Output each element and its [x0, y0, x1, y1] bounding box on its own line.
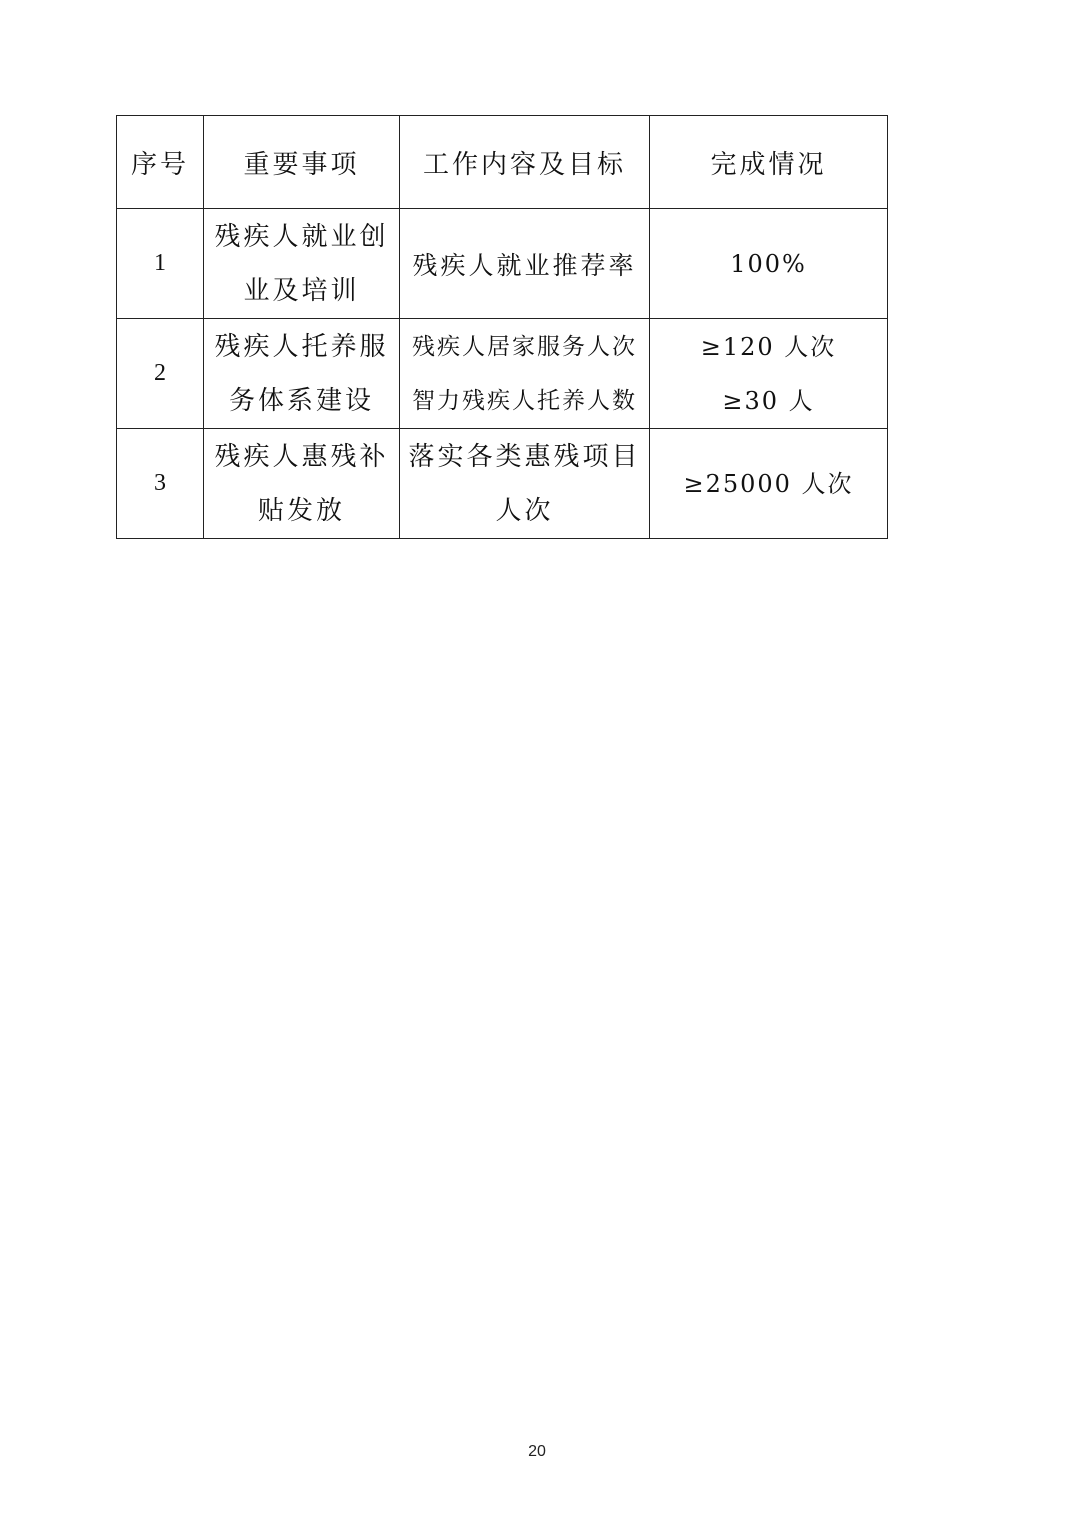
- completion-value: ≥120 人次: [700, 332, 837, 361]
- table-row: [117, 319, 888, 429]
- completion-cell: [650, 319, 888, 429]
- completion-cell: [650, 429, 888, 539]
- key-item-line: 残疾人就业创: [214, 221, 389, 252]
- key-item-cell: [204, 429, 400, 539]
- completion-value: ≥30 人: [722, 386, 815, 415]
- key-items-table: [116, 115, 888, 539]
- work-target-line: 残疾人居家服务人次: [412, 333, 637, 360]
- work-target-line: 智力残疾人托养人数: [412, 387, 637, 414]
- table-row: [117, 429, 888, 539]
- key-item-line: 残疾人惠残补: [214, 441, 389, 472]
- completion-value: 100%: [730, 249, 807, 278]
- header-work-target: 工作内容及目标: [400, 116, 650, 209]
- row-number: 1: [117, 209, 204, 319]
- header-key-item: 重要事项: [204, 116, 400, 209]
- work-target-cell: [400, 429, 650, 539]
- key-item-cell: [204, 209, 400, 319]
- row-number: 3: [117, 429, 204, 539]
- completion-value: ≥25000 人次: [683, 469, 854, 498]
- header-number: 序号: [117, 116, 204, 209]
- work-target-line: 落实各类惠残项目: [408, 441, 641, 472]
- header-completion: 完成情况: [650, 116, 888, 209]
- key-item-line: 贴发放: [257, 495, 345, 526]
- table-row: [117, 209, 888, 319]
- work-target-cell: [400, 319, 650, 429]
- page-number: 20: [528, 1443, 546, 1460]
- key-item-cell: [204, 319, 400, 429]
- work-target-line: 残疾人就业推荐率: [412, 250, 637, 280]
- row-number: 2: [117, 319, 204, 429]
- key-item-line: 残疾人托养服: [214, 331, 389, 362]
- completion-cell: [650, 209, 888, 319]
- work-target-cell: [400, 209, 650, 319]
- table-header-row: [117, 116, 888, 209]
- work-target-line: 人次: [495, 495, 554, 526]
- key-item-line: 务体系建设: [228, 385, 374, 416]
- key-item-line: 业及培训: [243, 275, 360, 306]
